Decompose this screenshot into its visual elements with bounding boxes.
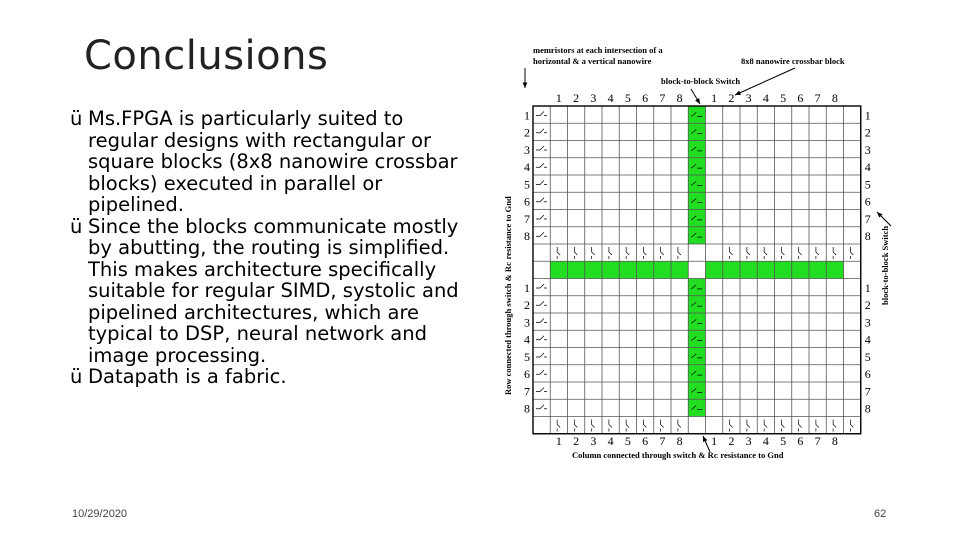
column-index-top: 4: [762, 91, 769, 105]
switch-symbol: [643, 247, 646, 259]
row-index-right: 5: [864, 177, 871, 192]
switch-symbol: [661, 247, 664, 259]
memristor-label-line1: memristors at each intersection of a: [533, 45, 663, 55]
row-index-right: 6: [864, 194, 871, 209]
column-index-bottom: 6: [797, 433, 804, 448]
switch-symbol: [730, 420, 733, 432]
row-index-right: 8: [864, 401, 871, 416]
switch-symbol: [747, 247, 750, 259]
row-index-right: 4: [864, 160, 871, 175]
switch-symbol: [592, 247, 595, 259]
row-index-left: 1: [524, 108, 530, 123]
switch-symbol: [833, 420, 836, 432]
column-index-bottom: 5: [624, 433, 631, 448]
bullet-text: Ms.FPGA is particularly suited to regular designs with rectangular or square blocks (8x8 nanowire crossbar blocks) executed in parallel or pipelined.: [88, 107, 458, 216]
row-index-left: 2: [524, 125, 530, 140]
column-index-bottom: 7: [814, 433, 821, 448]
row-index-right: 2: [864, 298, 871, 313]
column-index-top: 1: [555, 91, 562, 105]
row-index-left: 2: [524, 298, 530, 313]
switch-symbol: [678, 247, 681, 259]
switch-symbol: [626, 247, 629, 259]
switch-symbol: [781, 420, 784, 432]
bullet-text: Datapath is a fabric.: [88, 365, 287, 388]
switch-symbol: [678, 420, 681, 432]
switch-symbol: [536, 370, 547, 374]
switch-symbol: [536, 180, 547, 184]
bullet-item: [70, 366, 470, 388]
row-index-left: 3: [524, 142, 530, 157]
row-index-right: 3: [864, 315, 871, 330]
column-index-top: 5: [624, 91, 631, 105]
row-index-left: 4: [524, 160, 530, 175]
switch-symbol: [557, 420, 560, 432]
switch-symbol: [764, 420, 767, 432]
bullet-item: [70, 216, 470, 367]
switch-symbol: [609, 420, 612, 432]
column-index-bottom: 4: [762, 433, 769, 448]
row-index-left: 6: [524, 194, 530, 209]
slide-number: 62: [874, 508, 887, 520]
switch-top-label: block-to-block Switch: [661, 76, 741, 86]
row-index-left: 8: [524, 401, 530, 416]
switch-symbol: [557, 247, 560, 259]
switch-symbol: [730, 247, 733, 259]
slide-title: Conclusions: [84, 33, 329, 79]
switch-symbol: [574, 420, 577, 432]
switch-symbol: [850, 420, 853, 432]
bullet-text: Since the blocks communicate mostly by abutting, the routing is simplified. This makes architecture specifically suitable for regular SIMD, systolic and pipelined architectures, which are typical to DSP, neural network and image processing.: [88, 214, 459, 367]
memristor-label-line2: horizontal & a vertical nanowire: [533, 56, 652, 66]
row-index-left: 6: [524, 367, 530, 382]
row-index-left: 7: [524, 384, 530, 399]
switch-symbol: [799, 247, 802, 259]
column-index-bottom: 1: [555, 433, 562, 448]
switch-symbol: [764, 247, 767, 259]
column-index-bottom: 6: [642, 433, 649, 448]
column-index-bottom: 5: [780, 433, 787, 448]
column-index-bottom: 3: [590, 433, 597, 448]
check-icon: ü: [70, 365, 83, 388]
row-index-right: 8: [864, 229, 871, 244]
row-index-left: 4: [524, 332, 530, 347]
switch-symbol: [574, 247, 577, 259]
row-index-right: 1: [864, 108, 871, 123]
switch-symbol: [609, 247, 612, 259]
switch-symbol: [833, 247, 836, 259]
column-index-top: 4: [607, 91, 614, 105]
switch-symbol: [816, 247, 819, 259]
crossbar-figure: [495, 40, 905, 465]
switch-symbol: [536, 336, 547, 340]
switch-symbol: [536, 284, 547, 288]
switch-symbol: [536, 111, 547, 115]
column-index-top: 8: [831, 91, 838, 105]
column-index-top: 6: [642, 91, 649, 105]
column-index-top: 7: [814, 91, 821, 105]
column-index-bottom: 2: [728, 433, 735, 448]
column-index-bottom: 2: [573, 433, 580, 448]
switch-symbol: [747, 420, 750, 432]
row-index-right: 5: [864, 349, 871, 364]
column-index-bottom: 1: [711, 433, 718, 448]
arrow-head: [695, 98, 700, 104]
check-icon: ü: [70, 214, 83, 238]
switch-symbol: [536, 129, 547, 133]
column-index-top: 7: [659, 91, 666, 105]
column-index-top: 3: [590, 91, 597, 105]
arrow-head: [523, 82, 528, 88]
row-index-left: 8: [524, 229, 530, 244]
column-index-top: 1: [711, 91, 718, 105]
column-index-top: 2: [573, 91, 580, 105]
crossbar-block-label: 8x8 nanowire crossbar block: [741, 56, 845, 66]
switch-symbol: [799, 420, 802, 432]
slide-date: 10/29/2020: [72, 508, 128, 520]
row-index-left: 5: [524, 349, 530, 364]
switch-symbol: [643, 420, 646, 432]
bullet-item: [70, 108, 470, 216]
row-index-left: 3: [524, 315, 530, 330]
crossbar-grid: [524, 91, 871, 448]
switch-symbol: [536, 146, 547, 150]
row-index-right: 7: [864, 211, 871, 226]
row-index-left: 7: [524, 211, 530, 226]
column-label: Column connected through switch & Rᴄ resistance to Gnd: [572, 450, 784, 460]
column-index-bottom: 8: [676, 433, 683, 448]
switch-symbol: [536, 353, 547, 357]
switch-symbol: [536, 232, 547, 236]
switch-symbol: [536, 387, 547, 391]
switch-symbol: [781, 247, 784, 259]
row-index-right: 3: [864, 142, 871, 157]
switch-symbol: [536, 405, 547, 409]
column-index-top: 5: [780, 91, 787, 105]
switch-symbol: [536, 301, 547, 305]
row-index-right: 1: [864, 280, 871, 295]
column-index-top: 3: [745, 91, 752, 105]
switch-symbol: [626, 420, 629, 432]
column-index-bottom: 8: [831, 433, 838, 448]
row-index-right: 2: [864, 125, 871, 140]
switch-symbol: [536, 163, 547, 167]
column-index-bottom: 4: [607, 433, 614, 448]
column-index-top: 8: [676, 91, 683, 105]
switch-symbol: [850, 247, 853, 259]
row-label: Row connected through switch & Rᴄ resistance to Gnd: [503, 196, 513, 395]
switch-right-label: block-to-block Switch: [880, 225, 890, 305]
column-index-top: 2: [728, 91, 735, 105]
row-index-left: 5: [524, 177, 530, 192]
row-index-right: 7: [864, 384, 871, 399]
column-index-bottom: 3: [745, 433, 752, 448]
check-icon: ü: [70, 107, 83, 130]
switch-symbol: [536, 318, 547, 322]
switch-symbol: [536, 215, 547, 219]
column-index-bottom: 7: [659, 433, 666, 448]
switch-symbol: [661, 420, 664, 432]
switch-symbol: [816, 420, 819, 432]
switch-symbol: [592, 420, 595, 432]
row-index-right: 6: [864, 367, 871, 382]
switch-symbol: [536, 198, 547, 202]
row-index-right: 4: [864, 332, 871, 347]
row-index-left: 1: [524, 280, 530, 295]
bullet-list: [70, 108, 470, 388]
column-index-top: 6: [797, 91, 804, 105]
